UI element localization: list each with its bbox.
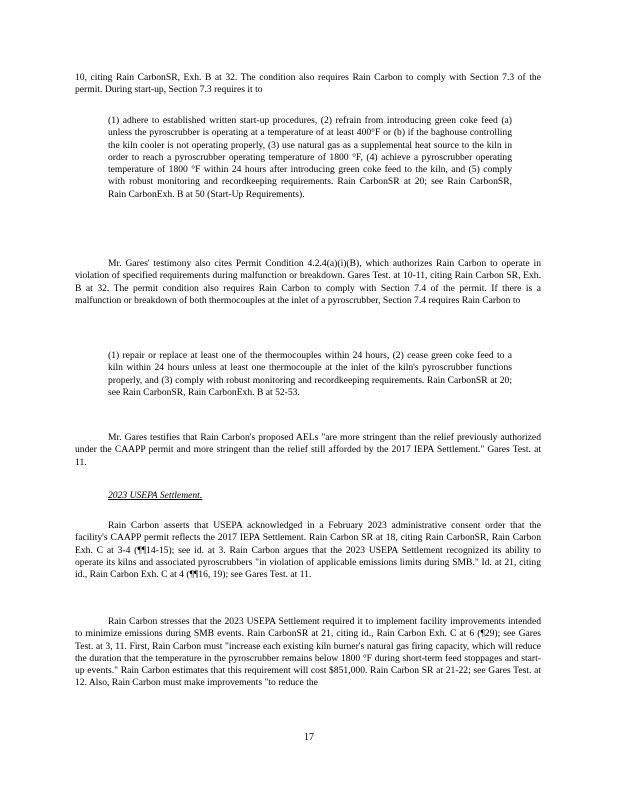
block-quote-malfunction: (1) repair or replace at least one of the thermocouples within 24 hours, (2) cease green coke feed to a kiln within 24 hours unless at least one thermocouple at the inlet of the kiln's pyroscrubber functions properly, and (3) comply with robust monitoring and recordkeeping requirements. Rain CarbonSR at 20; see Rain CarbonSR, Rain CarbonExh. B at 52-53. bbox=[108, 350, 512, 398]
paragraph-usepa-order: Rain Carbon asserts that USEPA acknowledged in a February 2023 administrative consent order that the facility's CAAPP permit reflects the 2017 IEPA Settlement. Rain Carbon SR at 18, citing Rain CarbonSR, Rain Carbon Exh. C at 3-4 (¶¶14-15); see id. at 3. Rain Carbon argues that the 2023 USEPA Settlement recognized its ability to operate its kilns and associated pyroscrubbers "in violation of applicable emissions limits during SMB." Id. at 21, citing id., Rain Carbon Exh. C at 4 (¶¶16, 19); see Gares Test. at 11. bbox=[75, 520, 541, 581]
paragraph-continuation: 10, citing Rain CarbonSR, Exh. B at 32. The condition also requires Rain Carbon to comply with Section 7.3 of the permit. During start-up, Section 7.3 requires it to bbox=[75, 72, 541, 96]
paragraph-gares-testimony: Mr. Gares' testimony also cites Permit Condition 4.2.4(a)(i)(B), which authorizes Rain Carbon to operate in violation of specified requirements during malfunction or breakdown. Gares Test. at 10-11, citing Rain Carbon SR, Exh. B at 32. The permit condition also requires Rain Carbon to comply with Section 7.4 of the permit. If there is a malfunction or breakdown of both thermocouples at the inlet of a pyroscrubber, Section 7.4 requires Rain Carbon to bbox=[75, 258, 541, 306]
section-heading: 2023 USEPA Settlement. bbox=[108, 490, 203, 501]
paragraph-facility-improvements: Rain Carbon stresses that the 2023 USEPA Settlement required it to implement facility improvements intended to minimize emissions during SMB events. Rain CarbonSR at 21, citing id., Rain Carbon Exh. C at 6 (¶29); see Gares Test. at 3, 11. First, Rain Carbon must "increase each existing kiln burner's natural gas firing capacity, which will reduce the duration that the temperature in the pyroscrubber remains below 1800 °F during short-term feed stoppages and start-up events." Rain Carbon estimates that this requirement will cost $851,000. Rain Carbon SR at 21-22; see Gares Test. at 12. Also, Rain Carbon must make improvements "to reduce the bbox=[75, 616, 541, 689]
paragraph-more-stringent: Mr. Gares testifies that Rain Carbon's proposed AELs "are more stringent than the relief previously authorized under the CAAPP permit and more stringent than the relief still afforded by the 2017 IEPA Settlement." Gares Test. at 11. bbox=[75, 432, 541, 468]
block-quote-startup: (1) adhere to established written start-up procedures, (2) refrain from introducing green coke feed (a) unless the pyroscrubber is operating at a temperature of at least 400°F or (b) if the baghouse controlling the kiln cooler is not operating properly, (3) use natural gas as a supplemental heat source to the kiln in order to reach a pyroscrubber operating temperature of 1800 °F, (4) achieve a pyroscrubber operating temperature of 1800 °F within 24 hours after introducing green coke feed to the kiln, and (5) comply with robust monitoring and recordkeeping requirements. Rain CarbonSR at 20; see Rain CarbonSR, Rain CarbonExh. B at 50 (Start-Up Requirements). bbox=[108, 115, 512, 200]
page-number: 17 bbox=[304, 732, 314, 743]
